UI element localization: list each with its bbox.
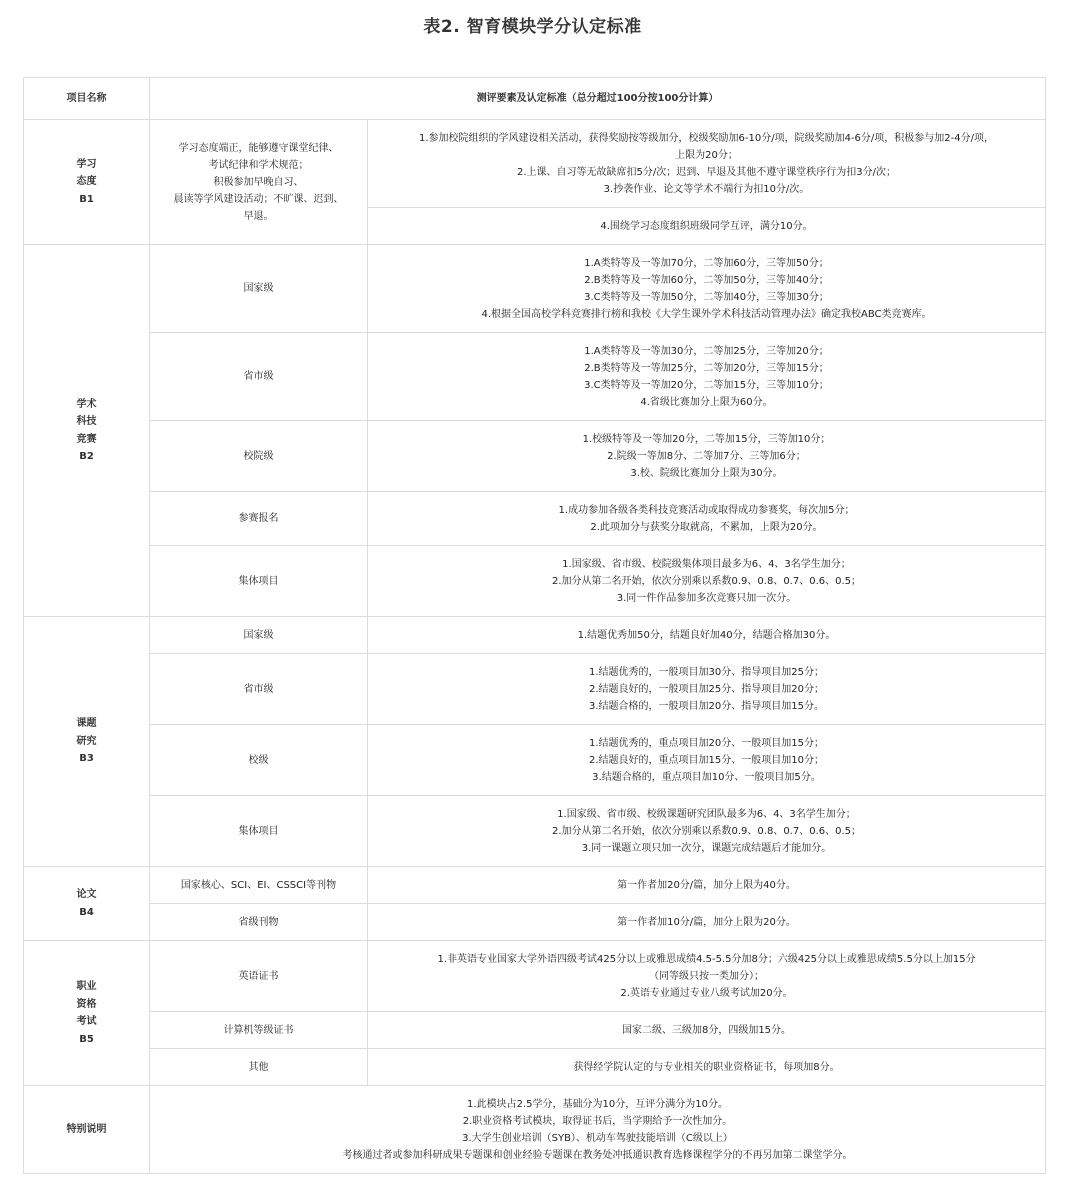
table-row (24, 492, 1046, 546)
rule-line: 第一作者加10分/篇，加分上限为20分。 (617, 916, 796, 928)
category-b5-line: 考试 (76, 1016, 97, 1027)
subcategory-cell: 校级 (150, 725, 368, 796)
b1-description (150, 120, 368, 245)
category-b1-line: 学习 (76, 158, 97, 170)
special-notes-cell (150, 1086, 1046, 1174)
rule-line: 2.加分从第二名开始，依次分别乘以系数0.9、0.8、0.7、0.6、0.5； (551, 825, 862, 837)
subcategory-cell: 集体项目 (150, 796, 368, 867)
rule-cell (368, 1049, 1046, 1086)
rule-line: 1.成功参加各级各类科技竞赛活动或取得成功参赛奖，每次加5分； (558, 504, 855, 516)
category-b2-line: 竞赛 (76, 433, 97, 445)
rule-line: 2.此项加分与获奖分取就高，不累加，上限为20分。 (590, 521, 823, 533)
table-title: 表2. 智育模块学分认定标准 (423, 17, 642, 37)
table-row (24, 725, 1046, 796)
credit-standard-table (23, 77, 1046, 1174)
table-row (24, 1049, 1046, 1086)
rule-line: 获得经学院认定的与专业相关的职业资格证书，每项加8分。 (573, 1061, 840, 1073)
rule-line: 3.抄袭作业、论文等学术不端行为扣10分/次。 (603, 183, 810, 195)
category-b3-line: 课题 (76, 718, 97, 730)
category-b2-line: 科技 (76, 416, 97, 427)
rule-line: 1.国家级、省市级、校级课题研究团队最多为6、4、3名学生加分； (557, 808, 856, 820)
rule-cell (368, 208, 1046, 245)
category-b5-line: 职业 (76, 981, 97, 992)
rule-cell (368, 617, 1046, 654)
table-row (24, 796, 1046, 867)
note-line: 考核通过者或参加科研成果专题课和创业经验专题课在教务处冲抵通识教育选修课程学分的不再另加第二课堂学分。 (342, 1149, 853, 1161)
subcategory-cell: 英语证书 (150, 941, 368, 1012)
rule-line: 1.结题优秀的，重点项目加20分、一般项目加15分； (589, 737, 824, 749)
category-b4-line: 论文 (76, 889, 97, 900)
rule-cell (368, 245, 1046, 333)
note-line: 2.职业资格考试模块，取得证书后，当学期给予一次性加分。 (462, 1115, 733, 1127)
subcategory-cell: 计算机等级证书 (150, 1012, 368, 1049)
header-project-name: 项目名称 (24, 78, 150, 120)
rule-line: 4.根据全国高校学科竞赛排行榜和我校《大学生课外学术科技活动管理办法》确定我校ABC类竞赛库。 (481, 308, 932, 320)
rule-line: 3.同一课题立项只加一次分，课题完成结题后才能加分。 (581, 842, 832, 854)
rule-cell (368, 1012, 1046, 1049)
rule-line: 国家二级、三级加8分，四级加15分。 (621, 1024, 792, 1036)
rule-line: 3.结题合格的，一般项目加20分、指导项目加15分。 (589, 700, 824, 712)
category-b5 (24, 941, 150, 1086)
rule-line: 2.B类特等及一等加60分，二等加50分，三等加40分； (584, 274, 829, 286)
rule-line: 3.同一件作品参加多次竞赛只加一次分。 (616, 592, 797, 604)
rule-cell (368, 654, 1046, 725)
category-b1 (24, 120, 150, 245)
rule-line: 1.A类特等及一等加30分，二等加25分，三等加20分； (584, 345, 829, 357)
rule-cell (368, 546, 1046, 617)
subcategory-cell: 国家级 (150, 617, 368, 654)
table-row (24, 617, 1046, 654)
rule-cell (368, 421, 1046, 492)
table-row (24, 421, 1046, 492)
text-line: 晨读等学风建设活动；不旷课、迟到、 (173, 193, 344, 205)
rule-line: （同等级只按一类加分）； (649, 970, 764, 982)
text-line: 积极参加早晚自习、 (213, 176, 304, 188)
rule-cell (368, 867, 1046, 904)
rule-line: 3.结题合格的，重点项目加10分、一般项目加5分。 (592, 771, 821, 783)
rule-line: 2.上课、自习等无故缺席扣5分/次；迟到、早退及其他不遵守课堂秩序行为扣3分/次； (516, 166, 896, 178)
text-line: 学习态度端正，能够遵守课堂纪律、 (178, 142, 339, 154)
rule-line: 2.结题良好的，重点项目加15分、一般项目加10分； (589, 754, 824, 766)
subcategory-cell: 国家级 (150, 245, 368, 333)
rule-cell (368, 941, 1046, 1012)
rule-line: 1.结题优秀的，一般项目加30分、指导项目加25分； (589, 666, 824, 678)
subcategory-cell: 省市级 (150, 333, 368, 421)
rule-line: 4.围绕学习态度组织班级同学互评，满分10分。 (600, 220, 813, 232)
category-b3 (24, 617, 150, 867)
text-line: 考试纪律和学术规范； (208, 159, 309, 171)
rule-line: 2.英语专业通过专业八级考试加20分。 (620, 987, 793, 999)
rule-line: 1.非英语专业国家大学外语四级考试425分以上或雅思成绩4.5-5.5分加8分；六级425分以上或雅思成绩5.5分以上加15分 (437, 953, 976, 965)
rule-line: 1.A类特等及一等加70分，二等加60分，三等加50分； (584, 257, 829, 269)
rule-line: 1.校级特等及一等加20分，二等加15分，三等加10分； (582, 433, 831, 445)
note-line: 1.此模块占2.5学分，基础分为10分，互评分满分为10分。 (467, 1098, 728, 1110)
header-row (24, 78, 1046, 120)
note-line: 3.大学生创业培训（SYB）、机动车驾驶技能培训（C级以上） (462, 1132, 733, 1144)
category-b5-line: B5 (79, 1033, 94, 1045)
special-notes-row (24, 1086, 1046, 1174)
table-row (24, 333, 1046, 421)
subcategory-cell: 省市级 (150, 654, 368, 725)
category-b1-line: B1 (79, 193, 94, 205)
rule-cell (368, 492, 1046, 546)
rule-line: 4.省级比赛加分上限为60分。 (640, 396, 773, 408)
category-b2-line: B2 (79, 451, 94, 462)
rule-line: 3.C类特等及一等加50分，二等加40分，三等加30分； (584, 291, 829, 303)
rule-line: 2.结题良好的，一般项目加25分、指导项目加20分； (589, 683, 824, 695)
category-b2-line: 学术 (76, 398, 97, 410)
table-row (24, 120, 1046, 208)
rule-cell (368, 904, 1046, 941)
subcategory-cell: 校院级 (150, 421, 368, 492)
subcategory-cell: 省级刊物 (150, 904, 368, 941)
rule-line: 1.参加校院组织的学风建设相关活动，获得奖励按等级加分，校级奖励加6-10分/项，院级奖励加4-6分/项，积极参与加2-4分/项， (418, 132, 994, 144)
header-criteria: 测评要素及认定标准（总分超过100分按100分计算） (150, 78, 1046, 120)
rule-cell (368, 796, 1046, 867)
table-row (24, 654, 1046, 725)
rule-line: 2.院级一等加8分、二等加7分、三等加6分； (607, 450, 806, 462)
subcategory-cell: 参赛报名 (150, 492, 368, 546)
rule-line: 3.校、院级比赛加分上限为30分。 (630, 467, 783, 479)
rule-line: 2.B类特等及一等加25分，二等加20分，三等加15分； (584, 362, 829, 374)
subcategory-cell: 其他 (150, 1049, 368, 1086)
category-b2 (24, 245, 150, 617)
rule-cell (368, 120, 1046, 208)
subcategory-cell: 集体项目 (150, 546, 368, 617)
rule-line: 第一作者加20分/篇，加分上限为40分。 (617, 879, 796, 891)
table-row (24, 245, 1046, 333)
category-b1-line: 态度 (76, 176, 97, 188)
rule-cell (368, 725, 1046, 796)
table-row (24, 941, 1046, 1012)
rule-cell (368, 333, 1046, 421)
special-notes-label: 特别说明 (24, 1086, 150, 1174)
rule-line: 3.C类特等及一等加20分，二等加15分，三等加10分； (584, 379, 829, 391)
subcategory-cell: 国家核心、SCI、EI、CSSCI等刊物 (150, 867, 368, 904)
rule-line: 上限为20分； (675, 149, 738, 161)
rule-line: 1.结题优秀加50分，结题良好加40分，结题合格加30分。 (577, 629, 836, 641)
table-row (24, 904, 1046, 941)
table-row (24, 867, 1046, 904)
category-b3-line: 研究 (76, 735, 97, 747)
rule-line: 2.加分从第二名开始，依次分别乘以系数0.9、0.8、0.7、0.6、0.5； (551, 575, 862, 587)
category-b3-line: B3 (79, 753, 94, 765)
text-line: 早退。 (243, 210, 274, 222)
category-b4-line: B4 (79, 906, 94, 918)
table-row (24, 1012, 1046, 1049)
rule-line: 1.国家级、省市级、校院级集体项目最多为6、4、3名学生加分； (562, 558, 851, 570)
category-b4 (24, 867, 150, 941)
category-b5-line: 资格 (76, 998, 97, 1010)
table-row (24, 546, 1046, 617)
